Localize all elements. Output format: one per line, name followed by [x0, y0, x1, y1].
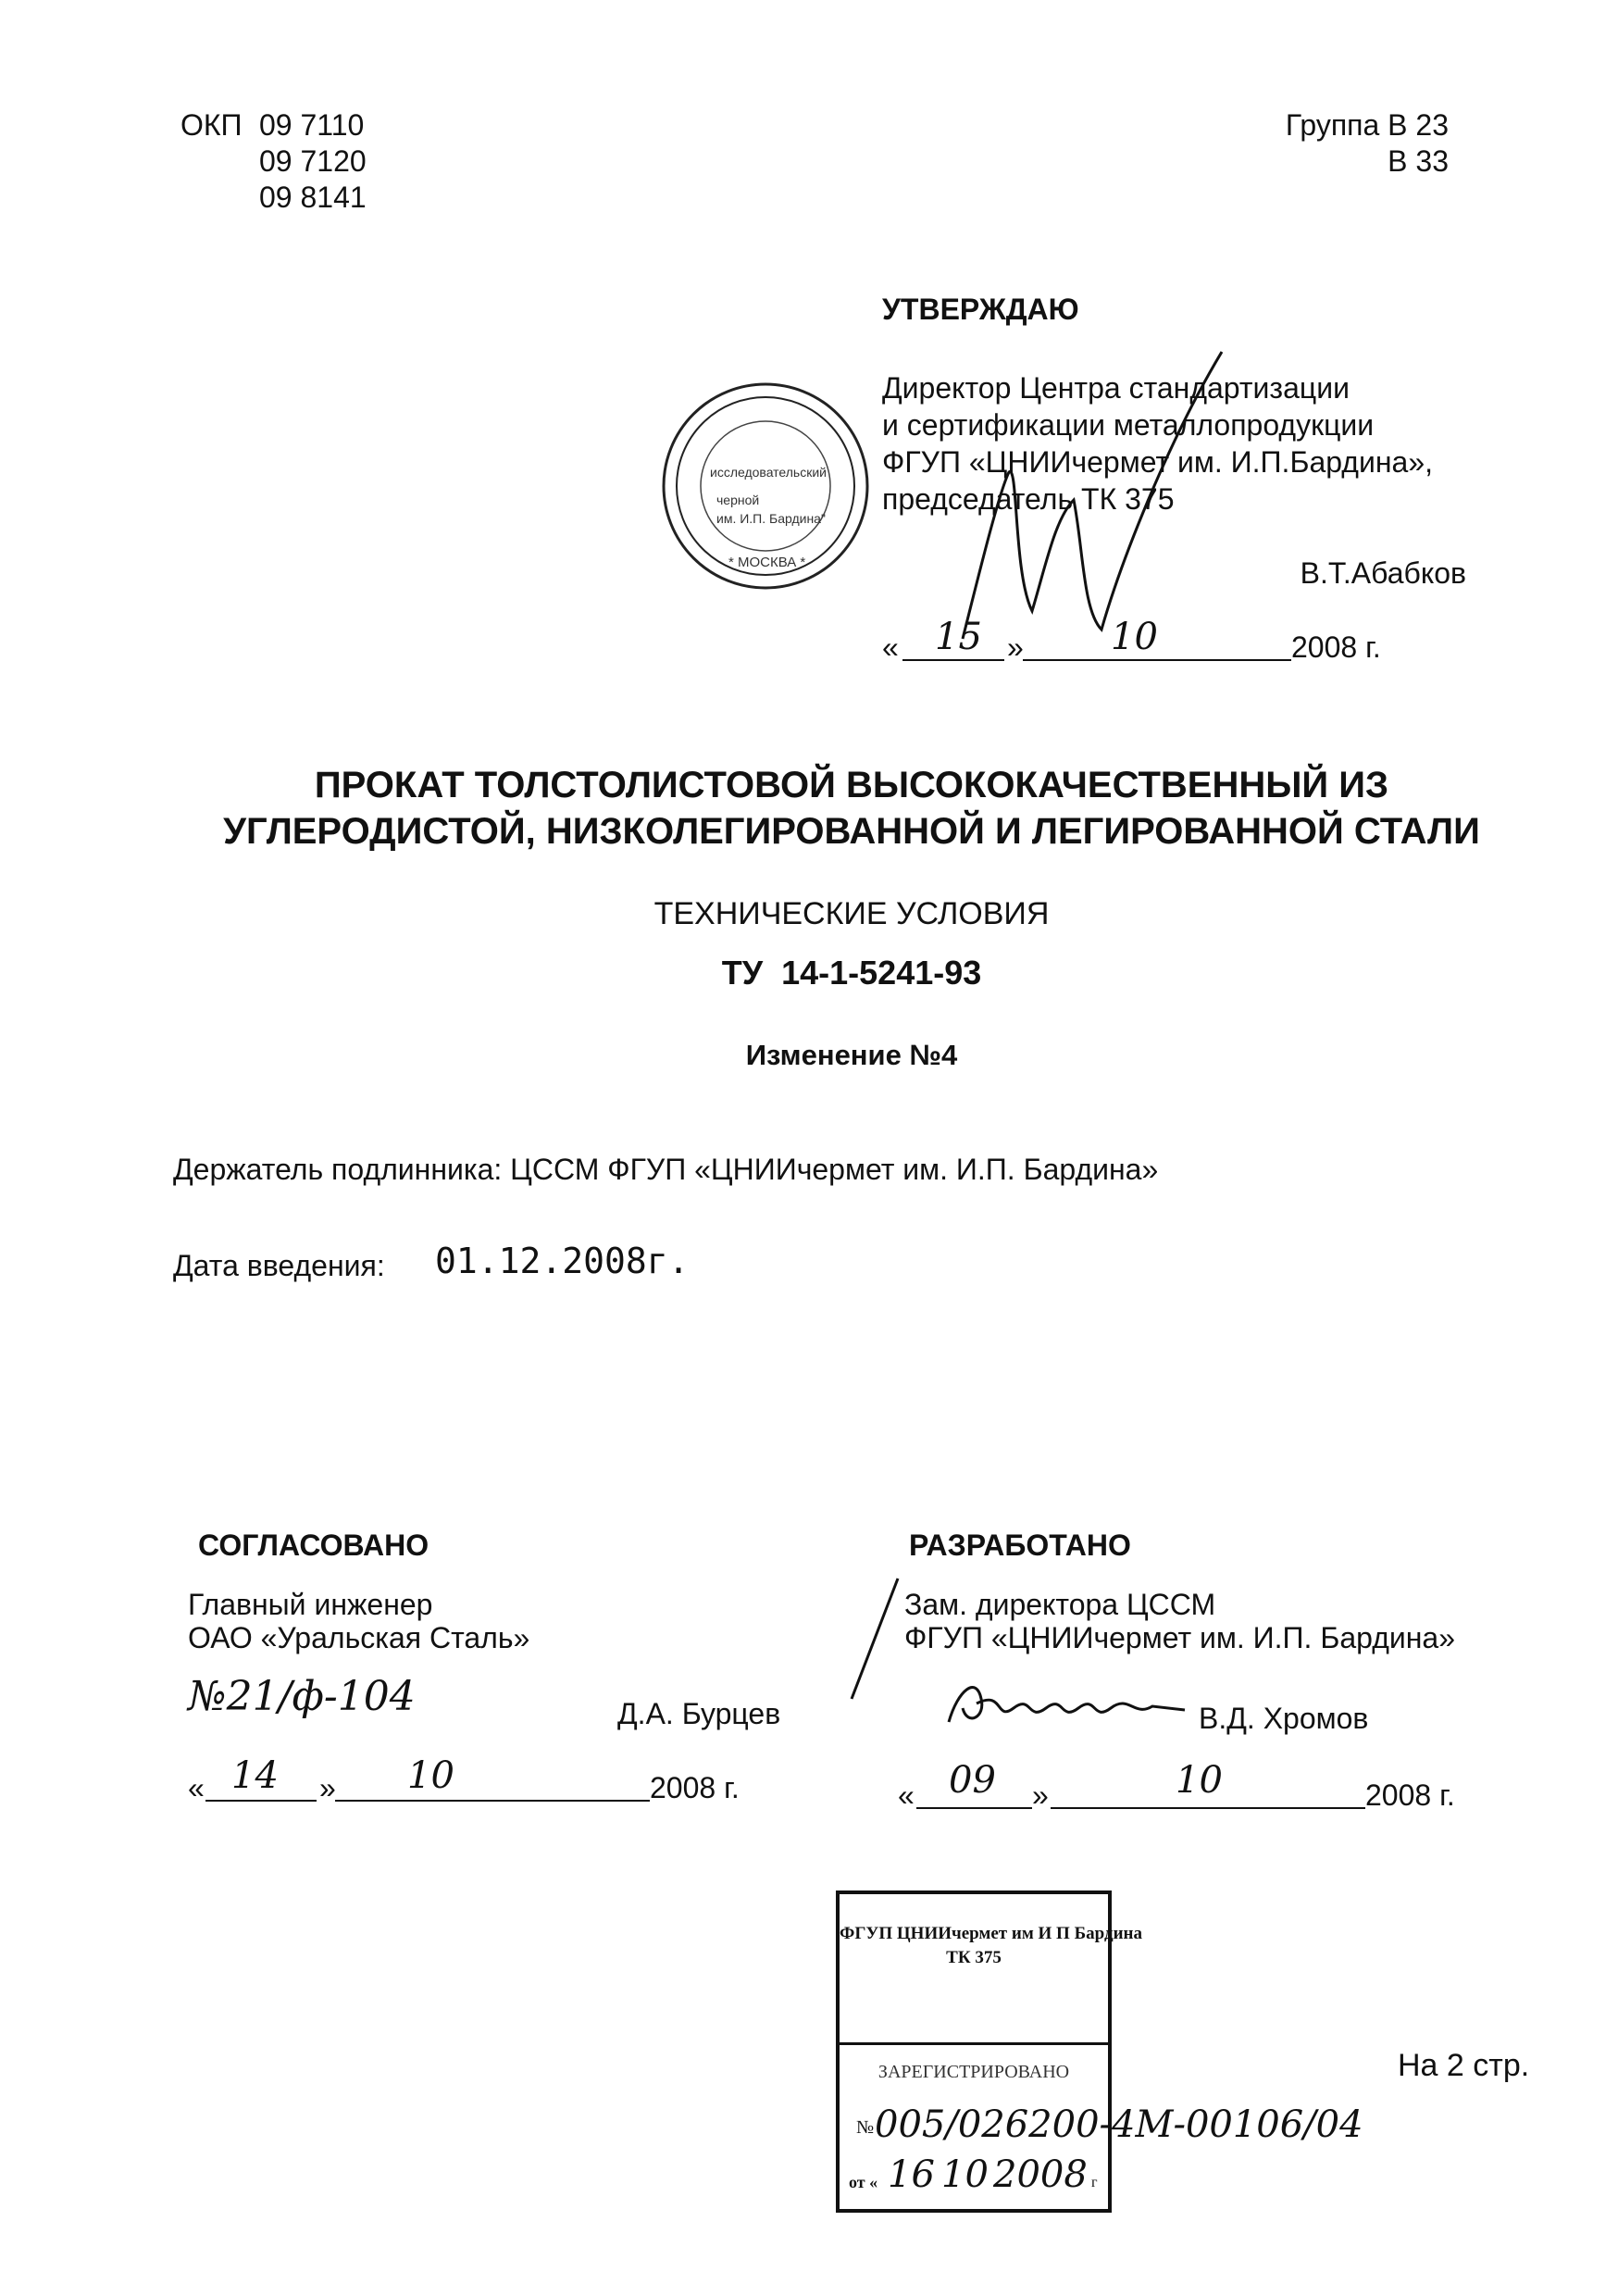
- approval-heading: УТВЕРЖДАЮ: [882, 293, 1079, 326]
- developed-month: 10: [1176, 1759, 1223, 1802]
- quote: »: [1032, 1778, 1049, 1812]
- intro-date-value: 01.12.2008г.: [435, 1241, 690, 1281]
- stamp-text: * МОСКВА *: [728, 555, 806, 570]
- okp-code: 09 7110: [259, 108, 365, 142]
- developer-name: В.Д. Хромов: [1199, 1702, 1369, 1735]
- approval-day: 15: [935, 616, 982, 658]
- approval-line: председатель ТК 375: [882, 482, 1175, 516]
- reg-day: 16: [888, 2153, 935, 2196]
- quote: «: [882, 630, 899, 664]
- developed-line: Зам. директора ЦССМ: [904, 1588, 1216, 1621]
- agreed-line: ОАО «Уральская Сталь»: [188, 1621, 530, 1654]
- approval-year: 2008 г.: [1291, 630, 1381, 664]
- developed-line: ФГУП «ЦНИИчермет им. И.П. Бардина»: [904, 1621, 1455, 1654]
- reg-label: ЗАРЕГИСТРИРОВАНО: [877, 2062, 1070, 2082]
- agreed-year: 2008 г.: [650, 1771, 740, 1804]
- doc-code: ТУ 14-1-5241-93: [721, 954, 982, 992]
- doc-title-line1: ПРОКАТ ТОЛСТОЛИСТОВОЙ ВЫСОКОКАЧЕСТВЕННЫЙ ИЗ: [314, 765, 1389, 805]
- quote: «: [898, 1778, 915, 1812]
- reg-year: 2008: [993, 2153, 1088, 2196]
- approval-month: 10: [1111, 616, 1158, 658]
- agreed-day: 14: [231, 1754, 279, 1797]
- doc-title-line2: УГЛЕРОДИСТОЙ, НИЗКОЛЕГИРОВАННОЙ И ЛЕГИРОВАННОЙ СТАЛИ: [223, 811, 1480, 852]
- intro-date-label: Дата введения:: [173, 1249, 385, 1282]
- agreed-name: Д.А. Бурцев: [617, 1697, 781, 1730]
- developed-heading: РАЗРАБОТАНО: [909, 1529, 1131, 1562]
- stamp-text: черной: [716, 493, 760, 507]
- okp-label: ОКП: [180, 108, 243, 142]
- agreed-heading: СОГЛАСОВАНО: [198, 1529, 429, 1562]
- approval-line: ФГУП «ЦНИИчермет им. И.П.Бардина»,: [882, 445, 1433, 479]
- signature: [940, 1671, 1189, 1736]
- round-seal-stamp: [659, 380, 872, 593]
- group-code: В 33: [1388, 144, 1449, 178]
- quote: »: [1007, 630, 1024, 664]
- reg-month: 10: [941, 2153, 989, 2196]
- approval-line: и сертификации металлопродукции: [882, 408, 1375, 442]
- reg-number: 005/026200-4М-00106/04: [875, 2103, 1363, 2146]
- stamp-text: исследовательский: [710, 465, 827, 480]
- stamp-text: им. И.П. Бардина": [716, 511, 826, 526]
- developed-day: 09: [949, 1759, 996, 1802]
- agreed-ref: №21/ф-104: [188, 1673, 416, 1720]
- approval-line: Директор Центра стандартизации: [882, 371, 1350, 405]
- approver-name: В.Т.Абабков: [1300, 556, 1466, 590]
- reg-org: ФГУП ЦНИИчермет им И П Бардина: [840, 1924, 1142, 1943]
- quote: »: [319, 1771, 336, 1804]
- doc-subtitle: ТЕХНИЧЕСКИЕ УСЛОВИЯ: [653, 896, 1050, 931]
- agreed-line: Главный инженер: [188, 1588, 433, 1621]
- group-code: Группа В 23: [1285, 108, 1449, 142]
- okp-code: 09 7120: [259, 144, 367, 178]
- slash-mark: [847, 1574, 902, 1703]
- signature: [944, 333, 1240, 667]
- reg-g: г: [1091, 2175, 1098, 2190]
- doc-change: Изменение №4: [745, 1039, 958, 1071]
- original-holder: Держатель подлинника: ЦССМ ФГУП «ЦНИИчермет им. И.П. Бардина»: [173, 1153, 1159, 1186]
- developed-year: 2008 г.: [1365, 1778, 1455, 1812]
- reg-no-label: №: [856, 2117, 875, 2138]
- quote: «: [188, 1771, 205, 1804]
- okp-code: 09 8141: [259, 181, 367, 214]
- reg-from-label: от «: [849, 2173, 878, 2191]
- reg-tk: ТК 375: [946, 1948, 1002, 1967]
- agreed-month: 10: [407, 1754, 454, 1797]
- page-count: На 2 стр.: [1398, 2048, 1530, 2083]
